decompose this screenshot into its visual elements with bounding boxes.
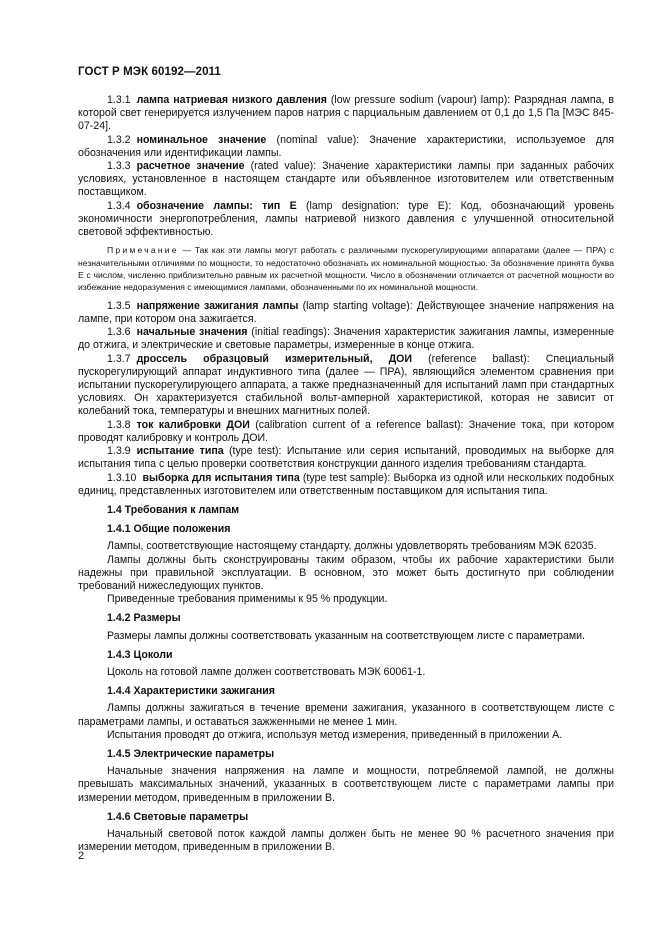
definition-item (78, 472, 614, 498)
definition-text: (rated value): Значение характеристики лампы при заданных рабочих условиях, установленное в настоящем стандарте или объявленное изготовителем или ответственным поставщиком. (78, 160, 614, 199)
paragraph-1-4-2: Размеры лампы должны соответствовать указанным на соответствующем листе с параметрами. (107, 629, 585, 642)
document-body (78, 94, 614, 854)
definition-text: (lamp designation: type E): Код, обозначающий уровень экономичности энергопотребления, лампы натриевой низкого давления с улучшенной относительной световой эффективностью. (78, 199, 614, 239)
clause-number: 1.3.1 (107, 94, 131, 106)
term: начальные значения (136, 326, 248, 339)
paragraph-1-4-6: Начальный световой поток каждой лампы должен быть не менее 90 % расчетного значения при измерении методом, приведенным в приложении В. (78, 827, 614, 854)
term: дроссель образцовый измерительный, ДОИ (136, 352, 413, 365)
clause-number: 1.3.3 (107, 160, 131, 173)
definition-item (78, 326, 614, 352)
clause-number: 1.3.2 (107, 133, 131, 146)
paragraph-1-4-1-b: Лампы должны быть сконструированы таким образом, чтобы их рабочие характеристики были надежны при правильной эксплуатации. В основном, это может быть достигнуто при соблюдении требований нижеследующих пунктов. (78, 553, 614, 592)
clause-number: 1.3.8 (107, 418, 131, 431)
definition-item (78, 419, 614, 445)
definition-item (78, 353, 614, 419)
term: ток калибровки ДОИ (136, 418, 250, 431)
term: номинальное значение (136, 133, 267, 146)
definition-item (78, 134, 614, 160)
page-number: 2 (78, 850, 85, 862)
definition-text: (lamp starting voltage): Действующее значение напряжения на лампе, при котором она зажигается. (78, 299, 615, 326)
note-label: Примечание (107, 245, 179, 256)
definition-item (78, 94, 614, 134)
paragraph-1-4-3: Цоколь на готовой лампе должен соответствовать МЭК 60061-1. (107, 665, 426, 678)
definition-text: (nominal value): Значение характеристики, используемое для обозначения или идентификации лампы. (78, 133, 614, 159)
section-1-4-5-heading: 1.4.5 Электрические параметры (107, 747, 275, 760)
clause-number: 1.3.10 (107, 471, 137, 484)
definition-text: (type test): Испытание или серия испытаний, проводимых на выборке для испытания типа с целью проверки соответствия конструкции данного изделия требованиям стандарта. (78, 445, 614, 471)
term: испытание типа (136, 445, 224, 458)
clause-number: 1.3.7 (107, 352, 131, 365)
definition-text: (type test sample): Выборка из одной или нескольких подобных единиц, представленных изготовителем или ответственным поставщиком для испытания типа. (78, 471, 614, 497)
definition-item (78, 300, 614, 326)
paragraph-1-4-1-a: Лампы, соответствующие настоящему стандарту, должны удовлетворять требованиям МЭК 62035. (107, 540, 597, 553)
term: обозначение лампы: тип Е (136, 199, 297, 212)
clause-number: 1.3.4 (107, 199, 131, 212)
clause-number: 1.3.6 (107, 326, 131, 339)
definition-item (78, 160, 614, 200)
term: напряжение зажигания лампы (136, 299, 299, 312)
definition-text: (low pressure sodium (vapour) lamp): Разрядная лампа, в которой свет генерируется излучением паров натрия с парциальным давлением от 0,1 до 1,5 Па [МЭС 845-07-24]. (78, 94, 614, 133)
section-1-4-4-heading: 1.4.4 Характеристики зажигания (107, 685, 275, 698)
note-text: — Так как эти лампы могут работать с различными пускорегулирующими аппаратами (далее — ПРА) с незначительными отличиями по мощности, то недостаточно обозначать их номинальной мощностью. За обозначение принята буква Е с числом, численно приблизительно равным их расчетной мощности. Число в обозначении отличается от расчетной мощности во избежание недоразумения с имеющимися лампами, обозначенными по их номинальной мощности. (78, 245, 614, 293)
section-1-4-heading: 1.4 Требования к лампам (107, 503, 240, 516)
section-1-4-1-heading: 1.4.1 Общие положения (107, 523, 231, 536)
definitions-list-1 (78, 94, 614, 239)
term: расчетное значение (136, 160, 245, 173)
paragraph-1-4-5: Начальные значения напряжения на лампе и мощности, потребляемой лампой, не должны превышать максимальных значений, указанных в соответствующем листе с параметрами лампы при измерении методом, приведенным в приложении В. (78, 765, 614, 804)
definition-item (78, 445, 614, 471)
definition-text: (reference ballast): Специальный пускорегулирующий аппарат индуктивного типа (далее — ПРА), являющийся элементом сравнения при испытании пускорегулирующего аппарата, а также предназначенный для испытаний ламп при стандартных условиях. Он характеризуется стабильной вольт-амперной характеристикой, которая не зависит от колебаний тока, температуры и внешних магнитных полей. (78, 352, 614, 418)
paragraph-1-4-4-b: Испытания проводят до отжига, используя метод измерения, приведенный в приложении А. (107, 728, 563, 741)
definition-item (78, 200, 614, 240)
clause-number: 1.3.5 (107, 299, 131, 312)
section-1-4-3-heading: 1.4.3 Цоколи (107, 648, 173, 661)
paragraph-1-4-1-c: Приведенные требования применимы к 95 % продукции. (107, 593, 388, 606)
section-1-4-2-heading: 1.4.2 Размеры (107, 612, 181, 625)
definition-text: (calibration current of a reference ballast): Значение тока, при котором проводят калибровку и контроль ДОИ. (78, 418, 615, 444)
term: выборка для испытания типа (142, 471, 300, 484)
clause-number: 1.3.9 (107, 445, 131, 458)
definitions-list-2 (78, 300, 614, 498)
document-header: ГОСТ Р МЭК 60192—2011 (78, 66, 221, 78)
term: лампа натриевая низкого давления (136, 94, 327, 106)
definition-text: (initial readings): Значения характеристик зажигания лампы, измеренные до отжига, и электрические и световые параметры, измеренные в конце отжига. (78, 326, 614, 352)
section-1-4-6-heading: 1.4.6 Световые параметры (107, 810, 249, 823)
note-paragraph (78, 244, 614, 294)
paragraph-1-4-4-a: Лампы должны зажигаться в течение времени зажигания, указанного в соответствующем листе с параметрами лампы, и оставаться зажженными не менее 1 мин. (78, 702, 614, 728)
